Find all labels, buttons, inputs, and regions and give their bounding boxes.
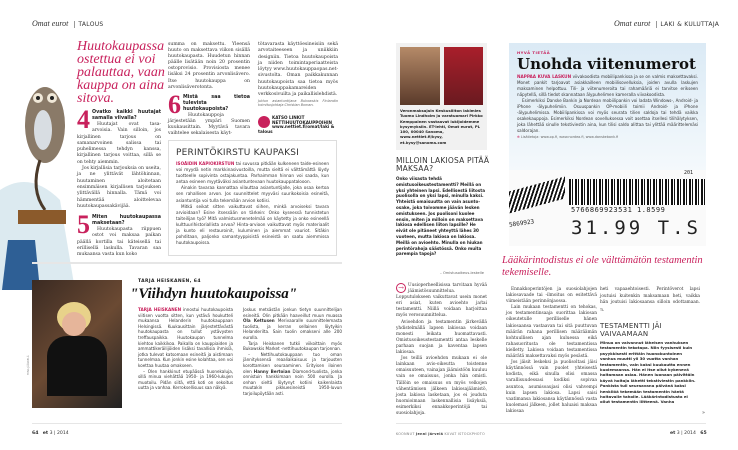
left-col3: tötavarasta käyttöesineisiin sekä arvotaiteeseen ja uniikkiin designiin. Tietoa huutokaupoista ja niiden toimintaperiaatteista löytyy www.huutokauppaopas.net-sivustolta. Oman paikkakunnan huutokaupoista saa tietoa myös huutokauppakamareiden verkkosivuilta ja paikallislehdistä. Juttun asiantuntijana Bukowskis Finlandin toimitusjohtaja Christian Boman. [258, 42, 338, 107]
footer-rule [32, 423, 342, 424]
expert-photo-lindholm [400, 47, 440, 105]
question-title: MILLOIN LAKIOSA PITÄÄ MAKSAA? [396, 156, 490, 173]
sidebox-text: Minua on vaivannut läheisen vanhuksen testamentin tekotapa. Niin fyysisesti kuin psyykkisesti erittäin huonokuntoinen vanhus muutti yli 30 vuotta vanhan testamentin, vain kaksi kuukautta ennen kuolemaansa. Hän ei itse ollut kykenevä hoitamaan asiaa. Hänen luonaan päivittäin käyvä hoitaja lähetti tekstiviestin pankkiin. Pankista tuli seuraavana päivänä kaksi henkilöä tekemään testamentin häntä hoitavalle taholle. Lääkärintodistusta ei ollut testamentin liitteenä. Vanha [600, 340, 696, 405]
left-pull-quote: Huutokaupassa ostettua ei voi palauttaa, vaan kauppa on aina sitova. [77, 39, 165, 106]
info-icon: ⊕ [517, 135, 520, 139]
sidebox-title: TESTAMENTTI JÄI VAIVAAMAAN [600, 322, 662, 338]
right-pull-quote: Lääkärintodistus ei ole välttämätön testamentin tekemiselle. [502, 255, 703, 278]
experts-box: Veronmaksajain Keskusliiton lakimies Tuomo Lindholm ja varatuomari Pirkko Kemppainen vastaavat lukijoidemme kysymyksiin. ET-lehti, Omat eurot, PL 100, 00040 Sanoma, www.nettiet.fi/kysy, et.kysy@sanoma.com [396, 43, 487, 150]
right-footer: et 3 | 2014 65 [670, 431, 707, 436]
perintokirstu-box: PERINTÖKIRSTU KAUPAKSI ISOÄIDIN KAPIOKIRSTUN tai suvussa pitkään kulkeneen taide-esineen voi myydä netin markkinasivustoilla, mutta sieltä ei välttämättä löydy tuotteelle sopivinta ostajakuntaa. Parhaimman hinnan voi saada, kun antaa esineen myytäväksi asiantuntevaan huutokauppatalooon. Ainakin tavaraa kannattaa vilauttaa asiantuntijalle, joka osaa kertoa sen rahallisen arvon. Jos suunnittelet myyväsi suurikokoisia esineitä, asiantuntija voi tulla tekemään arvion kotiisi. Mitkä seikat sitten vaikuttavat siihen, minkä arvoiseksi tavara arvioidaan? Esine itsessään on tärkein: Onko kyseessä tunnistetun taiteilijan työ? Mitä valmistusmenetelmää on käytetty ja onko esineellä kulttuurihistoriallista arvoa? Hinta-arvioon vaikuttavat myös materiaalit ja kunto eli restauroinit, kuluminen ja aiemmat vauriot. Sitäkin pohditaan, paljonko samantyyppisistä esineistä on saatu aiemmissa huutokaupoissa. [168, 140, 337, 256]
tip-title: Unohda viitenumerot [517, 55, 696, 73]
left-col2: summa on maksettu. Yleensä huuto on maksettava viikon sisällä huutokaupasta. Huudetun hinnan päälle lisätään noin 20 prosentin ostoprovisio. Provisiosta menee lisäksi 24 prosentin arvonlisävero. Itse huutokauppa on arvonlisäverotonta. 6 Mistä saa tietoa tulevista huutokaupoista? Huutokauppoja järjestetään ympäri Suomen kuukausittain. Myytävä tavara vaihtelee sekalaisesta käyt- [168, 42, 250, 137]
footer-rule-right [396, 423, 706, 424]
profile-col1: TARJA HEISKANEN innostui huutokaupoista viitisen vuotta sitten, kun ystävä houkutteli mukaansa Helanderin huutokauppaan Helsingissä. Kuukausittain järjestettävästä huutokaupasta on tullut ystävysten treffauspaikka. Huutokaupan tunnelma kiehtoo kaikkikoa. Paikalla on kauppiaiden ja ammattikeräilijöiden lisäksi tavallisia ihmisiä, jotka tulevat katsomaan esineitä ja aistimaan tunnelmaa. Kun jonkin esine kolahtaa, sen voi koettaa huutaa omakseen. – Olen hankkinut etupäässä huonekaluja, sillä minua viehättää 1950- ja 1960-lukujen muotoilu. Pidän siitä, että koti on sekoitus uutta ja vanhaa. Kerroksellisuus saa näkyä. [138, 307, 233, 391]
answer-col3: heti vapaaehtoisesti. Perintöverot lapsi joutuisi kuitenkin maksamaan heti, vaikka hän joutuisi lakiosaansa silloin odottamaan. TL [600, 287, 700, 312]
question-text: Onko viisasta tehdä omistusoikeustestamentti? Meillä on yksi yhteinen lapsi. Edellisestä liitosta puolisolla on yksi lapsi, minulla kaksi. Yhteistä omaisuutta on vain asunto-osake, joka toivomme jäävän lesken omistukseen. Jos puolisoni kuolee ensin, miten ja milloin on maksettava lakiosa edellisen liiton lapsille? He eivät ole pitäneet yhteyttä lähes 30 vuoteen, mutta lakiosa on lakiosa. Meillä on avioehto. Minulla on hiukan perintörahoja säästössä. Onko muita parempia tapoja? [396, 176, 485, 257]
answer-col1: → Uusioperheellisissa tarvitaan hyvää jäämistösuunnittelua. Lopputulokseen vaikuttavat usein monet eri asiat, kuten avioehto ja/tai testamentti. Niillä voidaan harjoittaa myös verosuunnittelua. Avioehdon ja testamentin järkevällä yhdistelmällä lapsen lakiosaa voidaan monesti leikata huomattavasti. Omistusoikeustestamentti antaa leskelle parhaan suojan ja kaventaa lapsen lakiosaa. Jos teillä avioehdon mukaan ei ole lainkaan avio-oikeutta toistenne omaisuuteen, vainajan jäämistöön kuuluu vain se omaisuus, jonka hän omisti. Tällöin se omaisuus on myös velkojen vähentämisen jälkeen lakiosajäämistö, josta lakiosa lasketaan, jos ei jouduta huomioimaan laskennallisia lisäyksiä, esimerkiksi ennakkoperintöjä tai suosiolahjoja. [396, 283, 487, 416]
profile-kicker: TARJA HEISKANEN, 64 [138, 279, 201, 284]
expert-photo-kemppainen [444, 47, 484, 105]
profile-title: "Viihdyn huutokaupoissa" [130, 286, 298, 302]
left-footer: 64 et 3 | 2014 [32, 431, 69, 436]
right-header: Omat eurot LAKI & KULUTTAJA [614, 19, 720, 28]
answer-col2: Ennakkoperintöjen ja suosiolahjojen lakiosavaade tai -ilmoitus on esitettävä viimeistään perinnönjaossa. Lain mukaan testamentti on tehokas, jos testamentinsaaja suorittaa lakiosan oikeutetulle perilliselle hänen lakiosaansa vastaavan tai sitä puuttuvan määrän rahana perillisen määräämän kohtuullisen ajan kuluessa eikä rahasuoritusta ole testamentissa kielletty. Lakiosa voidaan testamentissa määrätä maksettavaksi myös pesästä. Jos jäisit leskeksi ja puolisoltasi jäisi käytännössä vain puolet yhteisestä kodista, eikä sinulla olisi omassa varallisuudessasi kodiksi sopivaa asuntoa, asumisoaujasi olisi vahvempi kuin lapsen lakiosa. Lapsi saisi vaatimansa lakiosansa käytännössä vasta kuolemasi jälkeen, jollet haluaisi maksaa lakiosaa [506, 287, 597, 414]
barcode-image: 201 5766869923531 1.8599 5869923 31.99 T.S [509, 170, 706, 246]
tip-box: HYVÄ TIETÄÄ Unohda viitenumerot NAPPAA KUVA LASKUN viivakoodista mobiilipankissa ja se on valmis maksettavaksi. Monet pankit tarjoavat asiakkailleen mobiilisovelluksia, joiden avulla laskujen maksaminen helpottuu. Tili- ja viitenumeroita tai rahamääriä ei tarvitse erikseen näpytellä, sillä tiedot skannataan älypuhelimen kameralla viivakoodista. Esimerkiksi Danske Bankin ja Nordean mobiilipankin voi ladata Windows-, Android- ja iPhone -älypuhelimiin. Osuuspankin OP-mobiili toimii Android- ja iPhone -älypuhelimissa. Mobiilipankissa voi myös seurata tilien saldoja tai tehdä vaikka osakekauppoja. Esimerkiksi Nordean sovelluksessa voit asettaa itsellesi tilihälytyksen, joka lähettää sinulle tekstiviestin aina, kun tilisi saldo alittaa tai ylittää määrittelemäsi saldorajan. ⊕ Lisätietoja: www.op.fi, www.nordea.fi, www.danskebank.fi [509, 43, 706, 170]
tarja-photo [32, 280, 122, 408]
profile-col2: Joskus metsästän jonkun tietyn suunnittelijan esineitä. Olin pitkään haaveillut muun muassa Ola Kettusen Merivaaralle suunnittelemasta tuolista, ja kerran sellainen löytyikin Helanderilta. Sain tuolin omakseni alle 200 eurolla. Tarja Heiskanen tutkii viikoittain myös Bukowskis Market -nettihuutokaupan tarjonnan. – Nettihuutokauppaan tuo oman jännityksensä reaaliaikaisuus ja tarjousten korottamisen seuraaminen. Erityisen iloinen olen Hanny Bertoian Diamond-tuolista, jonka onnistuin hankkimaan noin 500 eurolla. Ja onhan sieltä löytynyt kotiini kaikenlaista muutakin pikkuesineistä 1950-luvun tarjoilupöytään asti. [243, 307, 343, 396]
owl-illustration [0, 50, 75, 290]
arrow-right-icon: → [396, 283, 406, 293]
links-promo[interactable]: KATSO LINKIT NETTIHUUTOKAUPPOIHIN www.nettiet.fi/omat/laki & talous [258, 115, 335, 134]
link-icon [258, 116, 270, 128]
left-header: Omat eurot TALOUS [32, 19, 104, 28]
left-col1: 4 Ovatko kaikki huutajat samalla viivalla? Huutajat ovat tasa-arvoisia. Vain silloin, jos kirjallinen tarjous on samanarvoinen salissa tai puhelimessa tehdyn kanssa, kirjallinen tarjous voittaa, sillä se on tehty aiemmin. Jos kirjallisia tarjouksia on useita, ja ne ylittävät lähtöhinnan, huutaminen aloitetaan ensimmäisen kirjallisen tarjouksen ylittävällä hinnalla. Tämä voi hämmentää aloittelevaa huutokaupassakävijää. 5 Miten huutokaupassa maksetaan? Huutokaupasta riippuen ostot voi maksaa paikan päällä kortilla tai käteisellä tai erillisellä laskulla. Tavaran saa mukaansa vasta kun koko [77, 105, 161, 258]
credits: KOONNUT Jenni Järvelä KUVAT ISTOCKPHOTO [396, 432, 486, 436]
divider [32, 262, 342, 264]
